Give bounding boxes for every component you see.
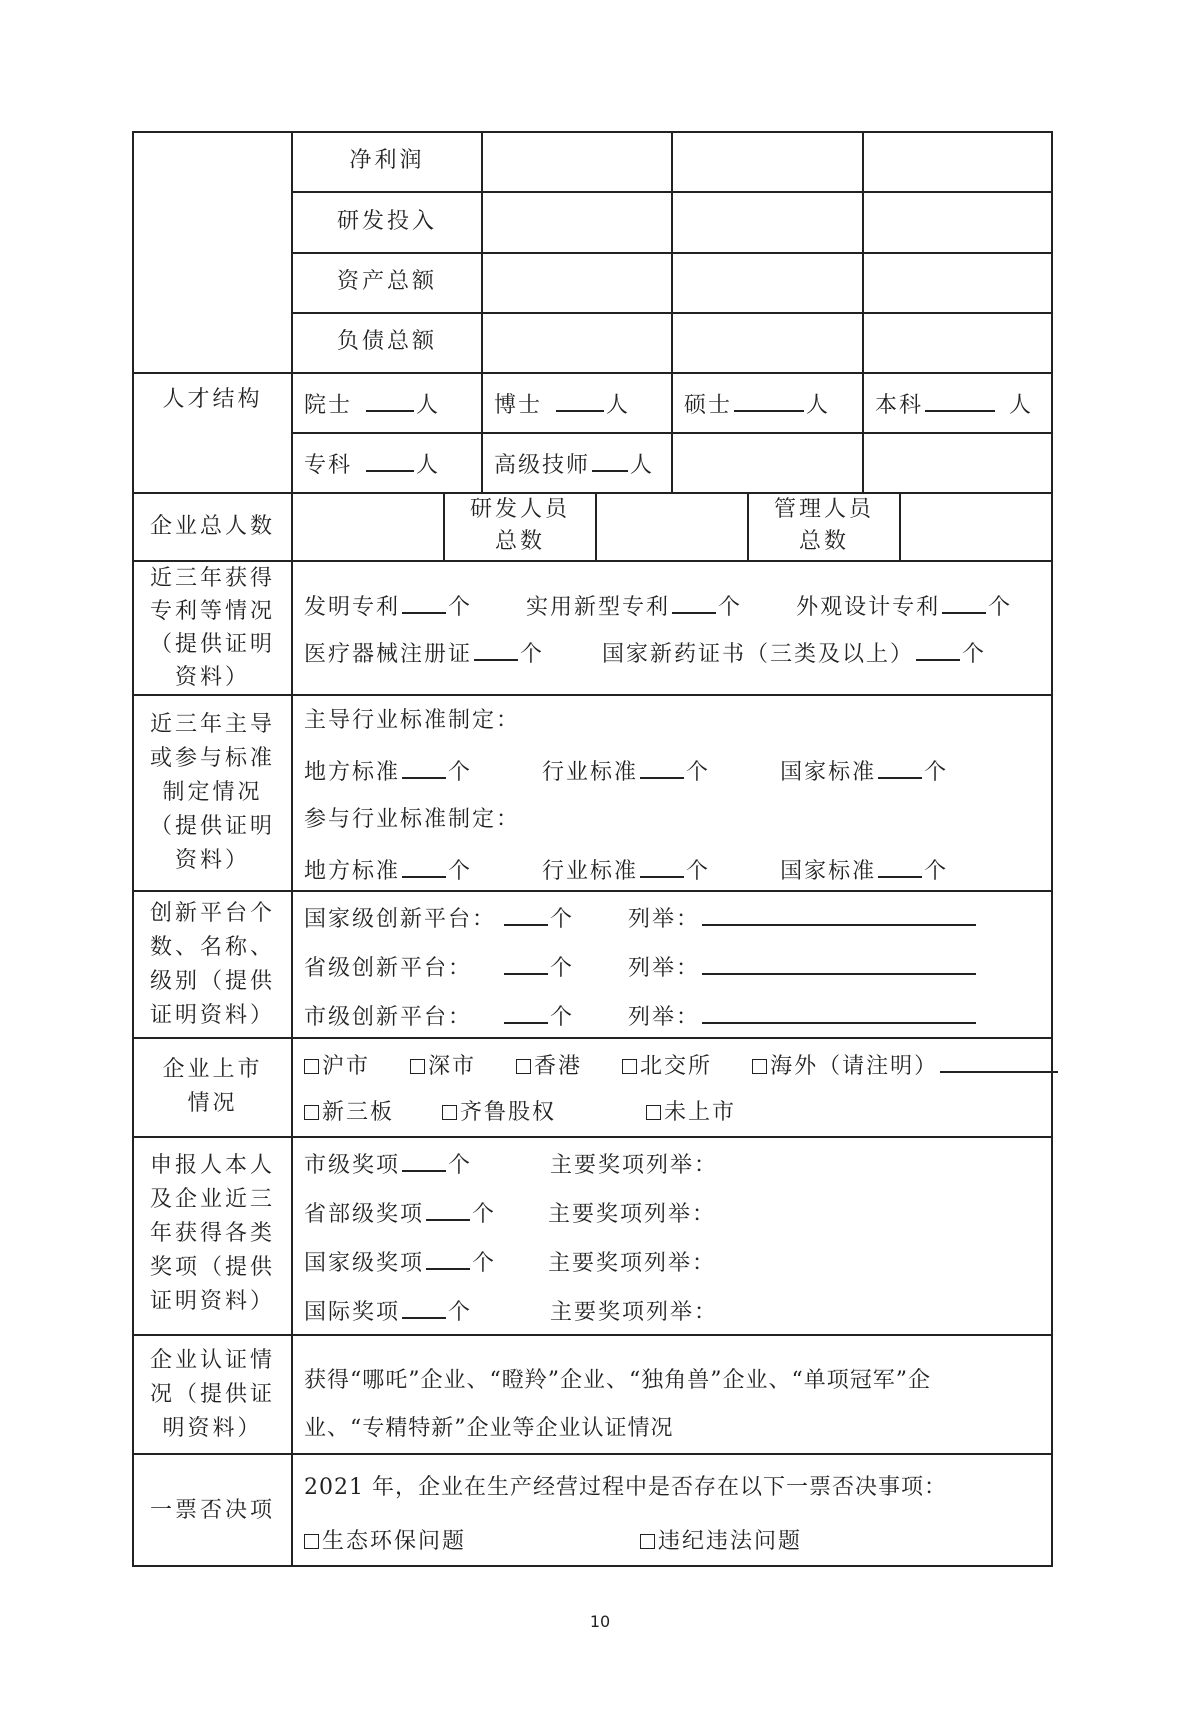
checkbox[interactable] bbox=[622, 1059, 637, 1074]
certification-label: 企业认证情 况（提供证 明资料） bbox=[149, 1348, 275, 1441]
awards-city: 市级奖项 个 主要奖项列举： bbox=[304, 1148, 718, 1181]
blank[interactable] bbox=[916, 637, 960, 661]
listing-option[interactable]: 北交所 bbox=[622, 1054, 712, 1079]
patents-line-1: 发明专利 个 实用新型专利 个 外观设计专利 个 bbox=[304, 590, 1012, 623]
platforms-province: 省级创新平台： 个 列举： bbox=[304, 951, 978, 984]
checkbox[interactable] bbox=[304, 1534, 319, 1549]
awards-label: 申报人本人 及企业近三 年获得各类 奖项（提供 证明资料） bbox=[149, 1153, 275, 1314]
finance-row-label: 资产总额 bbox=[336, 269, 437, 294]
listing-option[interactable]: 新三板 bbox=[304, 1100, 394, 1125]
staff-total-label: 企业总人数 bbox=[149, 514, 275, 539]
finance-row-label: 负债总额 bbox=[336, 329, 437, 354]
blank[interactable] bbox=[504, 951, 548, 975]
awards-province: 省部级奖项 个 主要奖项列举： bbox=[304, 1197, 716, 1230]
standards-join-counts: 地方标准 个 行业标准 个 国家标准 个 bbox=[304, 854, 948, 887]
blank[interactable] bbox=[640, 854, 684, 878]
talent-master: 硕士 人 bbox=[684, 388, 830, 421]
talent-senior-tech: 高级技师 人 bbox=[494, 448, 654, 481]
page-number: 10 bbox=[589, 1612, 611, 1631]
awards-national: 国家级奖项 个 主要奖项列举： bbox=[304, 1246, 716, 1279]
talent-academician: 院士 人 bbox=[304, 388, 440, 421]
listing-option[interactable]: 未上市 bbox=[646, 1100, 736, 1125]
blank[interactable] bbox=[366, 448, 414, 472]
talent-label: 人才结构 bbox=[162, 387, 263, 412]
finance-row-label: 研发投入 bbox=[336, 209, 437, 234]
section-line bbox=[132, 1453, 1053, 1455]
blank[interactable] bbox=[878, 755, 922, 779]
standards-lead-counts: 地方标准 个 行业标准 个 国家标准 个 bbox=[304, 755, 948, 788]
blank[interactable] bbox=[402, 590, 446, 614]
blank[interactable] bbox=[474, 637, 518, 661]
checkbox[interactable] bbox=[410, 1059, 425, 1074]
platforms-label: 创新平台个 数、名称、 级别（提供 证明资料） bbox=[149, 901, 275, 1028]
blank[interactable] bbox=[940, 1049, 1058, 1073]
listing-label: 企业上市 情况 bbox=[162, 1057, 263, 1116]
checkbox[interactable] bbox=[304, 1059, 319, 1074]
blank[interactable] bbox=[942, 590, 986, 614]
blank[interactable] bbox=[402, 1148, 446, 1172]
platforms-national: 国家级创新平台： 个 列举： bbox=[304, 902, 978, 935]
blank[interactable] bbox=[878, 854, 922, 878]
table-border-right bbox=[1051, 131, 1053, 1567]
listing-option[interactable]: 沪市 bbox=[304, 1054, 370, 1079]
checkbox[interactable] bbox=[646, 1105, 661, 1120]
standards-label: 近三年主导 或参与标准 制定情况 （提供证明 资料） bbox=[149, 712, 275, 873]
checkbox[interactable] bbox=[752, 1059, 767, 1074]
col-line bbox=[671, 131, 673, 492]
staff-mgmt-label: 管理人员 总数 bbox=[773, 497, 874, 554]
veto-option-law[interactable]: 违纪违法问题 bbox=[640, 1527, 802, 1557]
blank[interactable] bbox=[734, 388, 804, 412]
talent-junior: 专科 人 bbox=[304, 448, 440, 481]
table-border-bottom bbox=[132, 1565, 1053, 1567]
platforms-city: 市级创新平台： 个 列举： bbox=[304, 1000, 978, 1033]
section-line bbox=[132, 372, 1053, 374]
blank[interactable] bbox=[426, 1197, 470, 1221]
blank[interactable] bbox=[504, 902, 548, 926]
patents-line-2: 医疗器械注册证 个 国家新药证书（三类及以上） 个 bbox=[304, 637, 986, 670]
blank[interactable] bbox=[504, 1000, 548, 1024]
col-line bbox=[481, 131, 483, 492]
patents-label: 近三年获得 专利等情况 （提供证明 资料） bbox=[149, 566, 275, 690]
section-line bbox=[132, 1136, 1053, 1138]
veto-label: 一票否决项 bbox=[149, 1498, 275, 1523]
checkbox[interactable] bbox=[442, 1105, 457, 1120]
listing-option[interactable]: 齐鲁股权 bbox=[442, 1100, 556, 1125]
listing-option[interactable]: 香港 bbox=[516, 1054, 582, 1079]
col-line bbox=[899, 492, 901, 560]
section-line bbox=[132, 694, 1053, 696]
blank[interactable] bbox=[640, 755, 684, 779]
blank[interactable] bbox=[925, 388, 995, 412]
blank[interactable] bbox=[366, 388, 414, 412]
blank[interactable] bbox=[402, 854, 446, 878]
talent-phd: 博士 人 bbox=[494, 388, 630, 421]
standards-join-title: 参与行业标准制定： bbox=[304, 807, 521, 832]
finance-row-label: 净利润 bbox=[349, 148, 425, 173]
blank[interactable] bbox=[702, 1000, 976, 1024]
certification-line-1: 获得“哪吒”企业、“瞪羚”企业、“独角兽”企业、“单项冠军”企 bbox=[304, 1368, 931, 1393]
listing-row-2 bbox=[304, 1098, 736, 1128]
blank[interactable] bbox=[702, 902, 976, 926]
blank[interactable] bbox=[426, 1246, 470, 1270]
blank[interactable] bbox=[556, 388, 604, 412]
listing-row-1 bbox=[304, 1049, 1060, 1082]
veto-question: 2021 年，企业在生产经营过程中是否存在以下一票否决事项： bbox=[304, 1475, 947, 1500]
blank[interactable] bbox=[672, 590, 716, 614]
section-line bbox=[132, 890, 1053, 892]
blank[interactable] bbox=[592, 448, 628, 472]
blank[interactable] bbox=[702, 951, 976, 975]
talent-bachelor: 本科 人 bbox=[875, 388, 1033, 421]
section-line bbox=[132, 1037, 1053, 1039]
blank[interactable] bbox=[402, 755, 446, 779]
awards-intl: 国际奖项 个 主要奖项列举： bbox=[304, 1295, 718, 1328]
staff-rd-label: 研发人员 总数 bbox=[469, 497, 570, 554]
listing-option[interactable]: 海外（请注明） bbox=[752, 1054, 938, 1079]
checkbox[interactable] bbox=[640, 1534, 655, 1549]
listing-option[interactable]: 深市 bbox=[410, 1054, 476, 1079]
veto-option-eco[interactable]: 生态环保问题 bbox=[304, 1527, 466, 1557]
certification-line-2: 业、“专精特新”企业等企业认证情况 bbox=[304, 1416, 674, 1441]
standards-lead-title: 主导行业标准制定： bbox=[304, 708, 521, 733]
col-line bbox=[595, 492, 597, 560]
blank[interactable] bbox=[402, 1295, 446, 1319]
checkbox[interactable] bbox=[516, 1059, 531, 1074]
checkbox[interactable] bbox=[304, 1105, 319, 1120]
section-line bbox=[132, 1334, 1053, 1336]
table-border-top bbox=[132, 131, 1053, 133]
col-line bbox=[862, 131, 864, 492]
